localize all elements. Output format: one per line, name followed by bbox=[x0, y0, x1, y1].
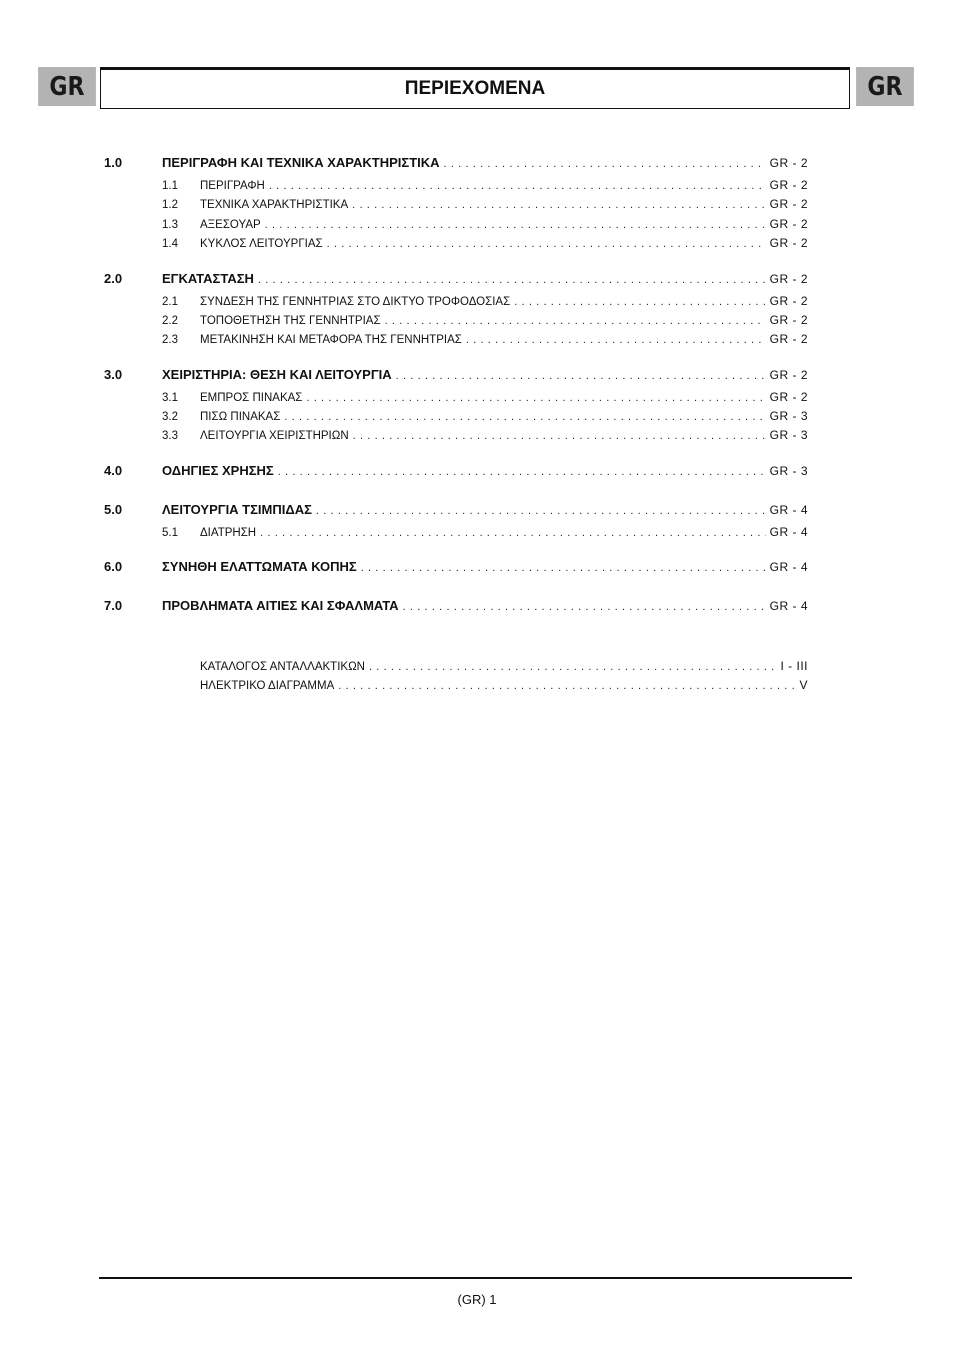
toc-leader-dots bbox=[327, 238, 766, 250]
toc-label: ΤΟΠΟΘΕΤΗΣΗ ΤΗΣ ΓΕΝΝΗΤΡΙΑΣ bbox=[200, 315, 381, 327]
toc-entry-3-0[interactable] bbox=[104, 367, 808, 385]
toc-number: 3.3 bbox=[162, 430, 178, 442]
toc-label: ΠΡΟΒΛΗΜΑΤΑ ΑΙΤΙΕΣ ΚΑΙ ΣΦΑΛΜΑΤΑ bbox=[162, 598, 399, 613]
toc-number: 2.0 bbox=[104, 271, 123, 286]
toc-page: GR - 2 bbox=[769, 390, 808, 404]
toc-leader-dots bbox=[306, 392, 765, 404]
toc-label: ΜΕΤΑΚΙΝΗΣΗ ΚΑΙ ΜΕΤΑΦΟΡΑ ΤΗΣ ΓΕΝΝΗΤΡΙΑΣ bbox=[200, 334, 462, 346]
toc-entry-2-1[interactable] bbox=[104, 294, 808, 312]
toc-entry-1-2[interactable] bbox=[104, 197, 808, 215]
toc-leader-dots bbox=[369, 661, 777, 673]
toc-page: GR - 2 bbox=[769, 294, 808, 308]
toc-label: ΠΙΣΩ ΠΙΝΑΚΑΣ bbox=[200, 411, 281, 423]
toc-number: 1.1 bbox=[162, 180, 178, 192]
toc-number: 3.0 bbox=[104, 367, 123, 382]
toc-label: ΔΙΑΤΡΗΣΗ bbox=[200, 527, 257, 539]
toc-entry-7-0[interactable] bbox=[104, 598, 808, 616]
toc-number: 2.1 bbox=[162, 296, 178, 308]
toc-number: 4.0 bbox=[104, 463, 123, 478]
toc-number: 5.1 bbox=[162, 527, 178, 539]
toc-leader-dots bbox=[265, 219, 766, 231]
toc-entry-1-1[interactable] bbox=[104, 178, 808, 196]
toc-leader-dots bbox=[338, 680, 795, 692]
page-title: ΠΕΡΙΕΧΟΜΕΝΑ bbox=[100, 67, 850, 109]
toc-label: ΟΔΗΓΙΕΣ ΧΡΗΣΗΣ bbox=[162, 463, 274, 478]
toc-number: 1.4 bbox=[162, 238, 178, 250]
toc-page: GR - 4 bbox=[769, 599, 808, 613]
toc-number: 1.0 bbox=[104, 155, 123, 170]
toc-leader-dots bbox=[284, 411, 765, 423]
toc-label: ΠΕΡΙΓΡΑΦΗ bbox=[200, 180, 265, 192]
toc-entry-4-0[interactable] bbox=[104, 463, 808, 481]
toc-number: 5.0 bbox=[104, 502, 123, 517]
toc-leader-dots bbox=[269, 180, 766, 192]
toc-entry-2-0[interactable] bbox=[104, 271, 808, 289]
toc-leader-dots bbox=[385, 315, 766, 327]
toc-leader-dots bbox=[444, 158, 766, 170]
toc-leader-dots bbox=[361, 562, 766, 574]
toc-page: GR - 2 bbox=[769, 368, 808, 382]
toc-entry-2-3[interactable] bbox=[104, 332, 808, 350]
toc-label: ΣΥΝΔΕΣΗ ΤΗΣ ΓΕΝΝΗΤΡΙΑΣ ΣΤΟ ΔΙΚΤΥΟ ΤΡΟΦΟΔΟΣΙΑΣ bbox=[200, 296, 511, 308]
toc-entry-6-0[interactable] bbox=[104, 559, 808, 577]
toc-entry-spare-parts[interactable] bbox=[104, 659, 808, 677]
toc-leader-dots bbox=[403, 601, 766, 613]
toc-entry-3-3[interactable] bbox=[104, 428, 808, 446]
toc-page: GR - 2 bbox=[769, 332, 808, 346]
toc-number: 6.0 bbox=[104, 559, 123, 574]
toc-label: ΕΓΚΑΤΑΣΤΑΣΗ bbox=[162, 271, 254, 286]
toc-number: 1.2 bbox=[162, 199, 178, 211]
toc-entry-3-1[interactable] bbox=[104, 390, 808, 408]
toc-number: 2.3 bbox=[162, 334, 178, 346]
toc-label: ΛΕΙΤΟΥΡΓΙΑ ΧΕΙΡΙΣΤΗΡΙΩΝ bbox=[200, 430, 349, 442]
toc-leader-dots bbox=[466, 334, 766, 346]
toc-label: ΣΥΝΗΘΗ ΕΛΑΤΤΩΜΑΤΑ ΚΟΠΗΣ bbox=[162, 559, 357, 574]
language-badge-left: GR bbox=[38, 67, 96, 106]
toc-number: 2.2 bbox=[162, 315, 178, 327]
toc-leader-dots bbox=[353, 430, 766, 442]
toc-page: GR - 3 bbox=[769, 428, 808, 442]
toc-page: GR - 3 bbox=[769, 464, 808, 478]
page-number: (GR) 1 bbox=[457, 1292, 497, 1307]
toc-leader-dots bbox=[260, 527, 766, 539]
toc-number: 7.0 bbox=[104, 598, 123, 613]
toc-page: GR - 3 bbox=[769, 409, 808, 423]
toc-entry-wiring-diagram[interactable] bbox=[104, 678, 808, 696]
toc-label: ΗΛΕΚΤΡΙΚΟ ΔΙΑΓΡΑΜΜΑ bbox=[200, 680, 335, 692]
toc-entry-2-2[interactable] bbox=[104, 313, 808, 331]
toc-page: GR - 2 bbox=[769, 178, 808, 192]
toc-entry-5-0[interactable] bbox=[104, 502, 808, 520]
toc-label: ΧΕΙΡΙΣΤΗΡΙΑ: ΘΕΣΗ ΚΑΙ ΛΕΙΤΟΥΡΓΙΑ bbox=[162, 367, 392, 382]
toc-entry-1-0[interactable] bbox=[104, 155, 808, 173]
toc-leader-dots bbox=[352, 199, 766, 211]
toc-label: ΠΕΡΙΓΡΑΦΗ ΚΑΙ ΤΕΧΝΙΚΑ ΧΑΡΑΚΤΗΡΙΣΤΙΚΑ bbox=[162, 155, 440, 170]
toc-entry-1-4[interactable] bbox=[104, 236, 808, 254]
toc-leader-dots bbox=[396, 370, 766, 382]
toc-page: GR - 4 bbox=[769, 525, 808, 539]
toc-leader-dots bbox=[514, 296, 765, 308]
footer-divider bbox=[99, 1277, 852, 1279]
toc-label: ΕΜΠΡΟΣ ΠΙΝΑΚΑΣ bbox=[200, 392, 303, 404]
toc-number: 3.1 bbox=[162, 392, 178, 404]
toc-label: ΛΕΙΤΟΥΡΓΙΑ ΤΣΙΜΠΙΔΑΣ bbox=[162, 502, 312, 517]
toc-label: ΚΥΚΛΟΣ ΛΕΙΤΟΥΡΓΙΑΣ bbox=[200, 238, 323, 250]
toc-entry-1-3[interactable] bbox=[104, 217, 808, 235]
toc-label: ΚΑΤΑΛΟΓΟΣ ΑΝΤΑΛΛΑΚΤΙΚΩΝ bbox=[200, 661, 365, 673]
toc-label: ΤΕΧΝΙΚΑ ΧΑΡΑΚΤΗΡΙΣΤΙΚΑ bbox=[200, 199, 349, 211]
toc-leader-dots bbox=[258, 274, 766, 286]
toc-page: I - III bbox=[780, 659, 808, 673]
toc-number: 3.2 bbox=[162, 411, 178, 423]
toc-page: GR - 2 bbox=[769, 197, 808, 211]
language-badge-right: GR bbox=[856, 67, 914, 106]
toc-page: GR - 2 bbox=[769, 272, 808, 286]
toc-page: GR - 4 bbox=[769, 560, 808, 574]
toc-page: GR - 2 bbox=[769, 236, 808, 250]
toc-label: ΑΞΕΣΟΥΑΡ bbox=[200, 219, 261, 231]
toc-entry-3-2[interactable] bbox=[104, 409, 808, 427]
toc-page: GR - 2 bbox=[769, 217, 808, 231]
toc-page: GR - 2 bbox=[769, 313, 808, 327]
toc-page: V bbox=[799, 678, 808, 692]
toc-page: GR - 4 bbox=[769, 503, 808, 517]
toc-number: 1.3 bbox=[162, 219, 178, 231]
toc-leader-dots bbox=[316, 505, 766, 517]
toc-leader-dots bbox=[278, 466, 766, 478]
toc-page: GR - 2 bbox=[769, 156, 808, 170]
toc-entry-5-1[interactable] bbox=[104, 525, 808, 543]
